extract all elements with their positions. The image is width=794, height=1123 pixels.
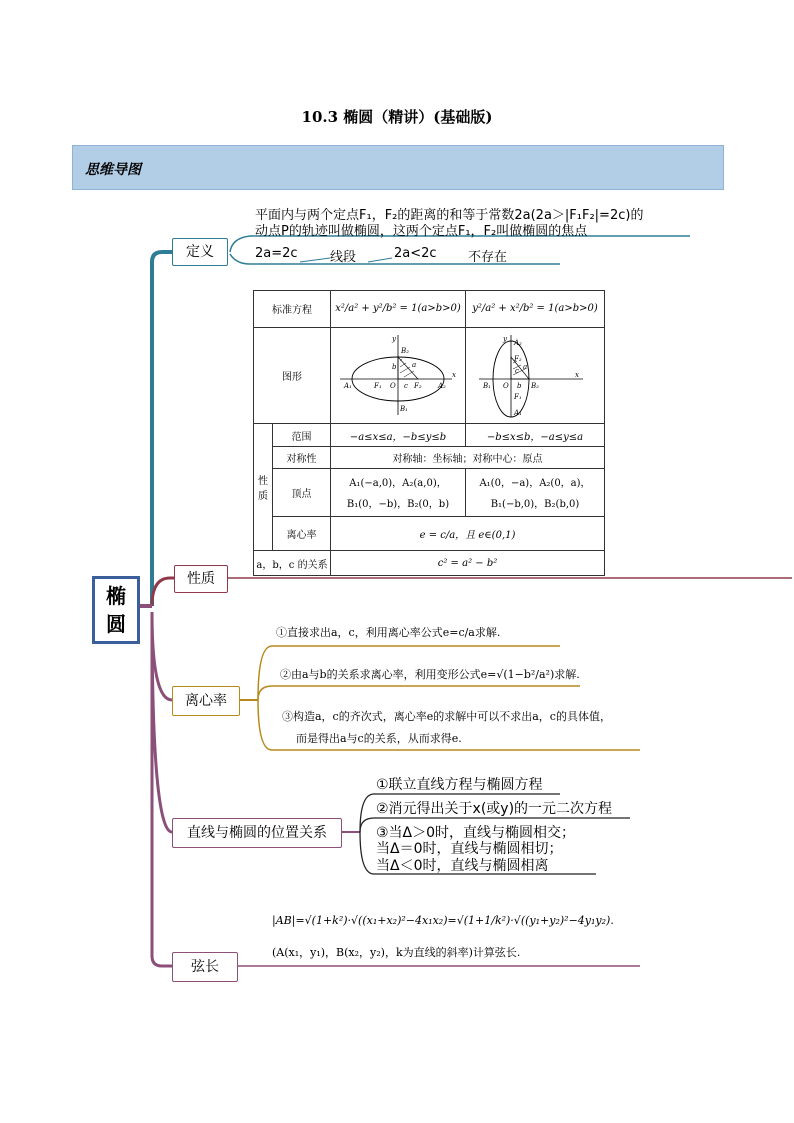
abc-header: a，b，c 的关系: [254, 551, 331, 576]
range-1: −a≤x≤a，−b≤y≤b: [331, 424, 466, 447]
banner-label: 思维导图: [85, 162, 141, 178]
root-label: 椭圆: [106, 584, 126, 636]
vertex-2: [466, 469, 605, 516]
position-item-1: ①联立直线方程与椭圆方程: [376, 777, 543, 793]
definition-line-2: 动点P的轨迹叫做椭圆，这两个定点F₁，F₂叫做椭圆的焦点: [255, 224, 588, 239]
g1-label-a1: A₁: [344, 381, 352, 390]
g1-label-b2: B₂: [401, 346, 409, 355]
eccentricity-item-1: ①直接求出a，c，利用离心率公式e=c/a求解.: [276, 626, 501, 639]
vertex-1-a: A₁(−a,0)，A₂(a,0)，: [349, 478, 447, 490]
graph-header: 图形: [254, 327, 331, 423]
g1-label-a: a: [412, 360, 417, 369]
prop-header-label: 性质: [258, 476, 268, 503]
g2-label-b2: B₂: [531, 381, 539, 390]
definition-case-1: 2a=2c: [255, 246, 298, 261]
range-header: 范围: [273, 424, 331, 447]
std-eq-1: x²/a² + y²/b² = 1(a>b>0): [331, 291, 466, 328]
vertex-1-b: B₁(0，−b)，B₂(0，b): [346, 499, 450, 511]
g2-label-c: c: [515, 366, 519, 375]
g1-label-a2: A₂: [438, 381, 446, 390]
properties-label: 性质: [187, 571, 215, 587]
g2-label-a1: A₁: [514, 408, 522, 417]
position-item-3a: ③当Δ＞0时，直线与椭圆相交；: [376, 825, 576, 841]
definition-case-2: 线段: [330, 250, 357, 265]
root-node: [92, 576, 140, 644]
g2-label-f1: F₁: [514, 392, 522, 401]
eccentricity-item-3b: 而是得出a与c的关系，从而求得e.: [296, 732, 462, 745]
symmetry-header: 对称性: [273, 446, 331, 469]
chord-note: (A(x₁，y₁)，B(x₂，y₂)，k为直线的斜率)计算弦长.: [272, 946, 521, 959]
vertex-2-b: B₁(−b,0)，B₂(b,0): [490, 499, 580, 511]
std-eq-2: y²/a² + x²/b² = 1(a>b>0): [466, 291, 605, 328]
ellipse-properties-table: [253, 290, 605, 576]
g2-label-y: y: [503, 334, 507, 343]
ecc-header: 离心率: [273, 516, 331, 551]
section-banner: [72, 145, 724, 190]
g1-label-f2: F₂: [414, 381, 422, 390]
g1-label-b: b: [392, 362, 397, 371]
properties-node: [174, 565, 228, 593]
chord-formula: |AB|=√(1+k²)·√((x₁+x₂)²−4x₁x₂)=√(1+1/k²)·√((y₁+y₂)²−4y₁y₂).: [272, 914, 614, 927]
position-item-2: ②消元得出关于x(或y)的一元二次方程: [376, 801, 613, 817]
position-label: 直线与椭圆的位置关系: [187, 825, 327, 841]
prop-header: [254, 424, 273, 551]
g2-label-o: O: [503, 381, 509, 390]
position-node: [172, 818, 342, 848]
g1-label-o: O: [390, 381, 396, 390]
g2-label-a: a: [523, 362, 528, 371]
page-title: 10.3 椭圆（精讲）(基础版): [301, 108, 493, 126]
g1-label-f1: F₁: [374, 381, 382, 390]
vertex-2-a: A₁(0，−a)，A₂(0，a)，: [479, 478, 591, 490]
eccentricity-label: 离心率: [185, 693, 227, 709]
definition-label: 定义: [186, 244, 214, 260]
graph-horizontal-ellipse: [331, 327, 466, 423]
eccentricity-item-2: ②由a与b的关系求离心率，利用变形公式e=√(1−b²/a²)求解.: [280, 668, 580, 681]
definition-line-1: 平面内与两个定点F₁，F₂的距离的和等于常数2a(2a＞|F₁F₂|=2c)的: [255, 208, 644, 223]
std-eq-header: 标准方程: [254, 291, 331, 328]
chord-label: 弦长: [191, 959, 219, 975]
vertex-header: 顶点: [273, 469, 331, 516]
g1-label-y: y: [392, 334, 396, 343]
g1-label-c: c: [404, 381, 408, 390]
eccentricity-node: [172, 686, 240, 716]
definition-case-3: 2a<2c: [394, 246, 437, 261]
graph-vertical-ellipse: [466, 327, 605, 423]
g2-label-f2: F₂: [514, 354, 522, 363]
abc-value: c² = a² − b²: [331, 551, 605, 576]
eccentricity-item-3a: ③构造a，c的齐次式，离心率e的求解中可以不求出a，c的具体值，: [282, 710, 611, 723]
ecc-value: e = c/a，且 e∈(0,1): [331, 516, 605, 551]
symmetry-value: 对称轴：坐标轴；对称中心：原点: [331, 446, 605, 469]
g2-label-a2: A₂: [514, 338, 522, 347]
g2-label-b1: B₁: [483, 381, 491, 390]
range-2: −b≤x≤b，−a≤y≤a: [466, 424, 605, 447]
position-item-3c: 当Δ＜0时，直线与椭圆相离: [376, 858, 549, 874]
vertex-1: [331, 469, 466, 516]
g2-label-x: x: [575, 370, 579, 379]
g1-label-x: x: [452, 370, 456, 379]
definition-case-4: 不存在: [468, 250, 508, 265]
chord-node: [172, 952, 238, 982]
position-item-3b: 当Δ＝0时，直线与椭圆相切；: [376, 841, 563, 857]
g1-label-b1: B₁: [400, 404, 408, 413]
definition-node: [172, 238, 228, 266]
g2-label-b: b: [517, 381, 522, 390]
